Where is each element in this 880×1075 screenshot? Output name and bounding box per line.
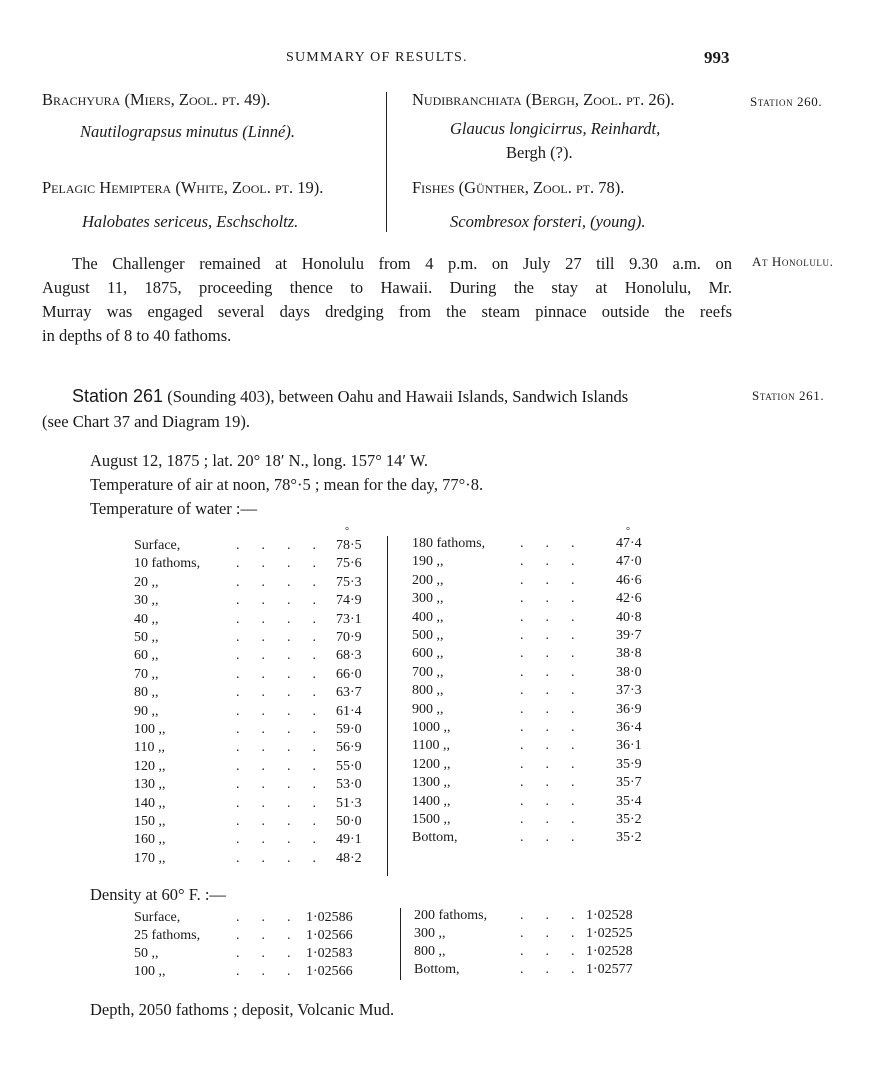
leader-dots: ...	[520, 812, 597, 827]
leader-dots: ....	[236, 814, 338, 829]
margin-station-260: Station 260.	[750, 94, 823, 109]
value-cell: 37·3	[616, 683, 642, 699]
depth-label: 300 ,,	[412, 591, 444, 607]
leader-dots: ...	[236, 964, 313, 979]
depth-label: 200 fathoms,	[414, 908, 488, 923]
taxon-fishes: Fishes (Günther, Zool. pt. 78).	[412, 178, 625, 197]
leader-dots: ....	[236, 795, 338, 811]
depth-label: 190 ,,	[412, 554, 444, 570]
station-title: Station 261	[72, 386, 164, 406]
air-temperature: Temperature of air at noon, 78°·5 ; mean for the day, 77°·8.	[90, 475, 484, 494]
para-line: in depths of 8 to 40 fathoms.	[42, 326, 232, 345]
depth-label: 90 ,,	[134, 703, 159, 719]
taxon-hemiptera: Pelagic Hemiptera (White, Zool. pt. 19).	[42, 178, 324, 197]
station-position: August 12, 1875 ; lat. 20° 18′ N., long. 157° 14′ W.	[90, 451, 429, 470]
leader-dots: ....	[236, 722, 338, 737]
leader-dots: ...	[520, 908, 597, 923]
para-line: The Challenger remained at Honolulu from 4 p.m. on July 27 till 9.30 a.m. on	[72, 254, 732, 273]
margin-station-261: Station 261.	[752, 388, 825, 403]
value-cell: 70·9	[336, 630, 362, 645]
leader-dots: ...	[520, 536, 597, 551]
leader-dots: ...	[520, 738, 597, 754]
value-cell: 1·02586	[306, 910, 353, 925]
species-halobates: Halobates sericeus, Eschscholtz.	[82, 212, 299, 231]
depth-label: 100 ,,	[134, 722, 166, 737]
degree-mark-left: °	[345, 526, 349, 537]
value-cell: 56·9	[336, 740, 362, 756]
page-number: 993	[704, 48, 730, 67]
value-cell: 46·6	[616, 572, 642, 588]
value-cell: 1·02528	[586, 944, 633, 959]
leader-dots: ...	[520, 609, 597, 625]
para-line: August 11, 1875, proceeding thence to Hawaii. During the stay at Honolulu, Mr.	[42, 278, 732, 297]
leader-dots: ...	[520, 646, 597, 662]
value-cell: 55·0	[336, 758, 362, 774]
leader-dots: ....	[236, 593, 338, 609]
depth-label: 150 ,,	[134, 814, 166, 829]
value-cell: 38·8	[616, 646, 642, 662]
value-cell: 35·2	[616, 812, 642, 827]
depth-label: 1400 ,,	[412, 793, 451, 809]
value-cell: 35·2	[616, 830, 642, 846]
species-scombresox: Scombresox forsteri, (young).	[450, 212, 646, 231]
depth-label: 1000 ,,	[412, 720, 451, 735]
leader-dots: ....	[236, 574, 338, 590]
leader-dots: ...	[520, 962, 597, 977]
depth-label: 600 ,,	[412, 646, 444, 662]
value-cell: 40·8	[616, 609, 642, 625]
value-cell: 61·4	[336, 703, 362, 719]
depth-label: 10 fathoms,	[134, 556, 201, 572]
value-cell: 1·02577	[586, 962, 633, 977]
taxon-brachyura: Brachyura (Miers, Zool. pt. 49).	[42, 90, 271, 109]
leader-dots: ....	[236, 777, 338, 793]
depth-label: 200 ,,	[412, 572, 444, 588]
station-heading	[72, 384, 628, 409]
depth-label: 700 ,,	[412, 664, 444, 680]
depth-label: 140 ,,	[134, 795, 166, 811]
leader-dots: ...	[520, 944, 597, 959]
leader-dots: ....	[236, 666, 338, 682]
value-cell: 36·4	[616, 720, 642, 735]
value-cell: 68·3	[336, 648, 362, 664]
value-cell: 1·02566	[306, 928, 353, 943]
leader-dots: ....	[236, 630, 338, 645]
degree-mark-right: °	[626, 526, 630, 537]
density-label: Density at 60° F. :—	[90, 885, 226, 904]
value-cell: 35·4	[616, 793, 642, 809]
leader-dots: ....	[236, 648, 338, 664]
depth-label: 800 ,,	[412, 683, 444, 699]
value-cell: 73·1	[336, 611, 362, 627]
value-cell: 78·5	[336, 538, 362, 553]
leader-dots: ....	[236, 685, 338, 701]
depth-label: Bottom,	[412, 830, 458, 846]
column-divider	[386, 92, 387, 232]
leader-dots: ...	[520, 830, 597, 846]
leader-dots: ...	[520, 720, 597, 735]
depth-label: 1500 ,,	[412, 812, 451, 827]
depth-deposit: Depth, 2050 fathoms ; deposit, Volcanic Mud.	[90, 1000, 395, 1019]
depth-label: 50 ,,	[134, 946, 159, 961]
depth-label: 40 ,,	[134, 611, 159, 627]
value-cell: 66·0	[336, 666, 362, 682]
leader-dots: ...	[236, 946, 313, 961]
leader-dots: ...	[520, 683, 597, 699]
honolulu-paragraph	[42, 252, 732, 348]
value-cell: 75·6	[336, 556, 362, 572]
value-cell: 63·7	[336, 685, 362, 701]
species-glaucus-author: Bergh (?).	[506, 143, 573, 162]
value-cell: 47·4	[616, 536, 642, 551]
value-cell: 42·6	[616, 591, 642, 607]
leader-dots: ....	[236, 611, 338, 627]
depth-label: 50 ,,	[134, 630, 159, 645]
leader-dots: ....	[236, 740, 338, 756]
density-table-divider	[400, 908, 401, 980]
value-cell: 47·0	[616, 554, 642, 570]
value-cell: 53·0	[336, 777, 362, 793]
value-cell: 35·7	[616, 775, 642, 791]
leader-dots: ...	[520, 554, 597, 570]
depth-label: 400 ,,	[412, 609, 444, 625]
value-cell: 1·02583	[306, 946, 353, 961]
leader-dots: ...	[236, 928, 313, 943]
leader-dots: ...	[520, 572, 597, 588]
species-nautilograpsus: Nautilograpsus minutus (Linné).	[80, 122, 295, 141]
depth-label: 170 ,,	[134, 850, 166, 866]
depth-label: 1300 ,,	[412, 775, 451, 791]
depth-label: 25 fathoms,	[134, 928, 201, 943]
value-cell: 35·9	[616, 756, 642, 772]
depth-label: 180 fathoms,	[412, 536, 486, 551]
margin-honolulu: At Honolulu.	[752, 254, 834, 269]
leader-dots: ....	[236, 850, 338, 866]
value-cell: 36·9	[616, 701, 642, 717]
depth-label: 30 ,,	[134, 593, 159, 609]
temp-table-divider	[387, 536, 388, 876]
species-glaucus: Glaucus longicirrus, Reinhardt,	[450, 119, 661, 138]
para-line: Murray was engaged several days dredging from the steam pinnace outside the reefs	[42, 302, 732, 321]
value-cell: 59·0	[336, 722, 362, 737]
leader-dots: ....	[236, 556, 338, 572]
running-head: SUMMARY OF RESULTS.	[286, 50, 468, 65]
leader-dots: ...	[520, 628, 597, 643]
value-cell: 39·7	[616, 628, 642, 643]
value-cell: 48·2	[336, 850, 362, 866]
water-temperature-label: Temperature of water :—	[90, 499, 257, 518]
depth-label: 1200 ,,	[412, 756, 451, 772]
depth-label: 20 ,,	[134, 574, 159, 590]
leader-dots: ...	[520, 775, 597, 791]
value-cell: 50·0	[336, 814, 362, 829]
station-description: (Sounding 403), between Oahu and Hawaii Islands, Sandwich Islands	[167, 387, 629, 406]
depth-label: 120 ,,	[134, 758, 166, 774]
leader-dots: ...	[520, 926, 597, 941]
depth-label: Surface,	[134, 910, 181, 925]
leader-dots: ...	[520, 591, 597, 607]
depth-label: Bottom,	[414, 962, 460, 977]
leader-dots: ...	[520, 701, 597, 717]
value-cell: 75·3	[336, 574, 362, 590]
leader-dots: ....	[236, 832, 338, 848]
value-cell: 1·02528	[586, 908, 633, 923]
depth-label: 300 ,,	[414, 926, 446, 941]
value-cell: 74·9	[336, 593, 362, 609]
value-cell: 1·02525	[586, 926, 633, 941]
value-cell: 1·02566	[306, 964, 353, 979]
leader-dots: ....	[236, 758, 338, 774]
depth-label: 130 ,,	[134, 777, 166, 793]
leader-dots: ...	[520, 793, 597, 809]
leader-dots: ....	[236, 538, 338, 553]
depth-label: 70 ,,	[134, 666, 159, 682]
depth-label: 100 ,,	[134, 964, 166, 979]
value-cell: 49·1	[336, 832, 362, 848]
depth-label: Surface,	[134, 538, 181, 553]
depth-label: 60 ,,	[134, 648, 159, 664]
depth-label: 80 ,,	[134, 685, 159, 701]
depth-label: 800 ,,	[414, 944, 446, 959]
taxon-nudibranchiata: Nudibranchiata (Bergh, Zool. pt. 26).	[412, 90, 675, 109]
depth-label: 1100 ,,	[412, 738, 450, 754]
value-cell: 36·1	[616, 738, 642, 754]
station-chart-ref: (see Chart 37 and Diagram 19).	[42, 412, 251, 431]
leader-dots: ...	[236, 910, 313, 925]
leader-dots: ...	[520, 664, 597, 680]
depth-label: 110 ,,	[134, 740, 165, 756]
depth-label: 500 ,,	[412, 628, 444, 643]
depth-label: 900 ,,	[412, 701, 444, 717]
value-cell: 51·3	[336, 795, 362, 811]
value-cell: 38·0	[616, 664, 642, 680]
depth-label: 160 ,,	[134, 832, 166, 848]
leader-dots: ...	[520, 756, 597, 772]
leader-dots: ....	[236, 703, 338, 719]
